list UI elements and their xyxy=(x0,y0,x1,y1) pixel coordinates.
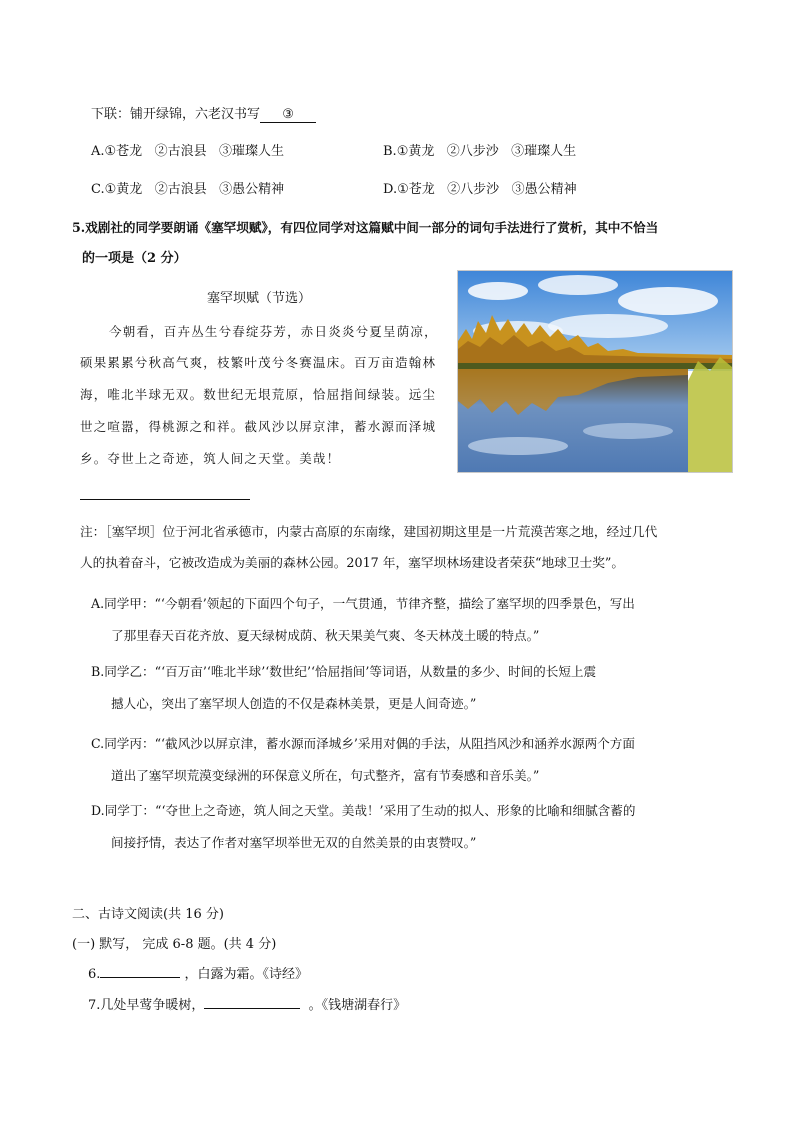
q5-option-c-line1[interactable]: C.同学丙：“‘截风沙以屏京津，蓄水源而泽城乡’采用对偶的手法，从阻挡风沙和涵养水源两个方面 xyxy=(91,736,635,751)
q5-stem-line2: 的一项是（2 分） xyxy=(82,251,187,266)
option-part: ①黄龙 xyxy=(104,182,143,197)
saihanba-lake-photo xyxy=(457,270,733,473)
q5-option-d-line1[interactable]: D.同学丁：“‘夺世上之奇迹，筑人间之天堂。美哉！’采用了生动的拟人、形象的比喻和细腻含蓄的 xyxy=(91,803,636,818)
q7-text-after: 。《钱塘湖春行》 xyxy=(308,998,407,1013)
note-line2: 人的执着奋斗，它被改造成为美丽的森林公园。2017 年，塞罕坝林场建设者荣获“地球卫士奖”。 xyxy=(80,555,625,570)
option-part: ②八步沙 xyxy=(447,182,500,197)
passage-line: 硕果累累兮秋高气爽，枝繁叶茂兮冬赛温床。百万亩造翰林 xyxy=(80,355,437,370)
q6-text: ，白露为霜。《诗经》 xyxy=(184,967,309,982)
q7-text-before: 7.几处早莺争暖树， xyxy=(88,998,205,1013)
option-letter: D. xyxy=(383,182,398,197)
q5-option-b-line1[interactable]: B.同学乙：“‘百万亩’‘唯北半球’‘数世纪’‘恰屈指间’等词语，从数量的多少、时间的长短上震 xyxy=(91,664,597,679)
question-6 xyxy=(88,963,308,982)
option-part: ②古浪县 xyxy=(154,182,207,197)
section2-subheading: (一) 默写， 完成 6-8 题。(共 4 分) xyxy=(72,937,277,952)
q6-number: 6. xyxy=(88,967,101,982)
lower-couplet xyxy=(91,103,316,123)
lake-landscape-image xyxy=(458,271,732,472)
q6-answer-blank[interactable] xyxy=(100,977,180,978)
prev-option-a[interactable] xyxy=(91,140,284,159)
option-part: ③愚公精神 xyxy=(511,182,577,197)
section2-heading: 二、古诗文阅读(共 16 分) xyxy=(72,907,224,922)
prev-option-c[interactable] xyxy=(91,178,284,197)
passage-line: 乡。夺世上之奇迹，筑人间之天堂。美哉！ xyxy=(80,451,341,466)
option-part: ①苍龙 xyxy=(104,144,143,159)
option-part: ③愚公精神 xyxy=(219,182,285,197)
q7-answer-blank[interactable] xyxy=(204,1008,300,1009)
passage-line: 今朝看，百卉丛生兮春绽芬芳，赤日炎炎兮夏呈荫凉， xyxy=(109,324,438,339)
note-line1: 注：［塞罕坝］位于河北省承德市，内蒙古高原的东南缘，建国初期这里是一片荒漠苦寒之地，经过几代 xyxy=(80,524,658,539)
prev-option-d[interactable] xyxy=(383,178,577,197)
q5-option-b-line2: 撼人心，突出了塞罕坝人创造的不仅是森林美景，更是人间奇迹。” xyxy=(111,696,477,711)
prev-option-b[interactable] xyxy=(383,140,576,159)
option-part: ③璀璨人生 xyxy=(511,144,577,159)
option-part: ①黄龙 xyxy=(396,144,435,159)
answer-blank-3[interactable]: ③ xyxy=(260,108,316,123)
option-part: ①苍龙 xyxy=(397,182,435,197)
footnote-divider xyxy=(80,499,250,500)
passage-line: 海，唯北半球无双。数世纪无垠荒原，恰屈指间绿装。远尘 xyxy=(80,387,437,402)
option-letter: C. xyxy=(91,182,105,197)
lower-couplet-text: 下联：铺开绿锦，六老汉书写 xyxy=(91,107,261,122)
option-letter: A. xyxy=(91,144,105,159)
q5-option-a-line2: 了那里春天百花齐放、夏天绿树成荫、秋天果美气爽、冬天林茂土暖的特点。” xyxy=(111,628,540,643)
q5-option-d-line2: 间接抒情，表达了作者对塞罕坝举世无双的自然美景的由衷赞叹。” xyxy=(111,835,477,850)
option-part: ②八步沙 xyxy=(446,144,499,159)
option-part: ②古浪县 xyxy=(154,144,207,159)
option-part: ③璀璨人生 xyxy=(219,144,285,159)
q5-stem-line1: 5.戏剧社的同学要朗诵《塞罕坝赋》，有四位同学对这篇赋中间一部分的词句手法进行了赏析，其中不恰当 xyxy=(72,220,659,235)
passage-title: 塞罕坝赋（节选） xyxy=(207,291,312,306)
q5-option-c-line2: 道出了塞罕坝荒漠变绿洲的环保意义所在，句式整齐，富有节奏感和音乐美。” xyxy=(111,768,540,783)
question-7 xyxy=(88,994,406,1013)
q5-option-a-line1[interactable]: A.同学甲：“‘今朝看’领起的下面四个句子，一气贯通，节律齐整，描绘了塞罕坝的四季景色，写出 xyxy=(91,596,635,611)
passage-line: 世之喧嚣，得桃源之和祥。截风沙以屏京津，蓄水源而泽城 xyxy=(80,419,437,434)
option-letter: B. xyxy=(383,144,397,159)
